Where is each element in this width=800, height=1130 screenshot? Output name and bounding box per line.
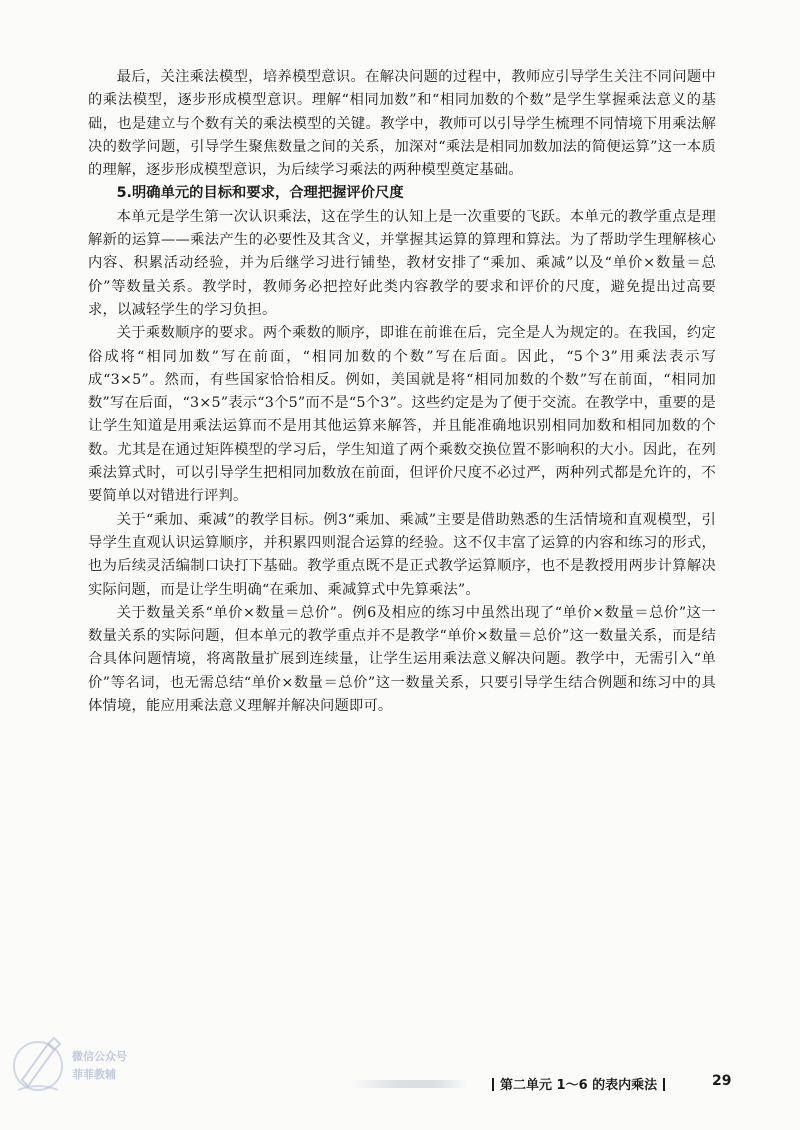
- paragraph-multiply-add-subtract: 关于“乘加、乘减”的教学目标。例3“乘加、乘减”主要是借助熟悉的生活情境和直观模型，引导学生直观认识运算顺序，并积累四则混合运算的经验。这不仅丰富了运算的内容和练习的形式，也为后续灵活编制口诀打下基础。教学重点既不是正式教学运算顺序，也不是教授用两步计算解决实际问题，而是让学生明确“在乘加、乘减算式中先算乘法”。: [88, 511, 716, 598]
- watermark: [8, 1030, 158, 1110]
- paragraph-factor-order: 关于乘数顺序的要求。两个乘数的顺序，即谁在前谁在后，完全是人为规定的。在我国，约定俗成将“相同加数”写在前面，“相同加数的个数”写在后面。因此，“5个3”用乘法表示写成“3×5”。然而，有些国家恰恰相反。例如，美国就是将“相同加数的个数”写在前面，“相同加数”写在后面，“3×5”表示“3个5”而不是“5个3”。这些约定是为了便于交流。在教学中，重要的是让学生知道是用乘法运算而不是用其他运算来解答，并且能准确地识别相同加数和相同加数的个数。尤其是在通过矩阵模型的学习后，学生知道了两个乘数交换位置不影响积的大小。因此，在列乘法算式时，可以引导学生把相同加数放在前面，但评价尺度不必过严，两种列式都是允许的，不要简单以对错进行评判。: [88, 325, 716, 505]
- watermark-line-2: 菲菲教辅: [72, 1068, 116, 1081]
- paragraph-unit-price-relation: 关于数量关系“单价×数量＝总价”。例6及相应的练习中虽然出现了“单价×数量＝总价”这一数量关系的实际问题，但本单元的教学重点并不是教学“单价×数量＝总价”这一数量关系，而是结合具体问题情境，将离散量扩展到连续量，让学生运用乘法意义解决问题。教学中，无需引入“单价”等名词，也无需总结“单价×数量＝总价”这一数量关系，只要引导学生结合例题和练习中的具体情境，能应用乘法意义理解并解决问题即可。: [88, 604, 716, 715]
- scan-smudge: [350, 1080, 470, 1088]
- watermark-logo-icon: [8, 1030, 68, 1100]
- running-footer: [486, 1074, 671, 1093]
- footer-unit-title: 1～6 的表内乘法: [556, 1078, 658, 1093]
- paragraph-multiplication-model: 最后，关注乘法模型，培养模型意识。在解决问题的过程中，教师应引导学生关注不同问题中的乘法模型，逐步形成模型意识。理解“相同加数”和“相同加数的个数”是学生掌握乘法意义的基础，也是建立与个数有关的乘法模型的关键。教学中，教师可以引导学生梳理不同情境下用乘法解决的数学问题，引导学生聚焦数量之间的关系，加深对“乘法是相同加数加法的简便运算”这一本质的理解，逐步形成模型意识，为后续学习乘法的两种模型奠定基础。: [88, 69, 716, 179]
- watermark-line-1: 微信公众号: [72, 1050, 127, 1063]
- footer-separator: [663, 1078, 665, 1091]
- paragraph-unit-goals: 本单元是学生第一次认识乘法，这在学生的认知上是一次重要的飞跃。本单元的教学重点是理解新的运算——乘法产生的必要性及其含义，并掌握其运算的算理和算法。为了帮助学生理解核心内容、积累活动经验，并为后继学习进行铺垫，教材安排了“乘加、乘减”以及“单价×数量＝总价”等数量关系。教学时，教师务必把控好此类内容教学的要求和评价的尺度，避免提出过高要求，以减轻学生的学习负担。: [88, 208, 716, 318]
- footer-separator: [492, 1078, 494, 1091]
- page-number: 29: [712, 1073, 732, 1089]
- page-body: [88, 66, 716, 718]
- footer-unit-label: 第二单元: [500, 1078, 553, 1093]
- section-heading-5: 5.明确单元的目标和要求，合理把握评价尺度: [116, 185, 404, 202]
